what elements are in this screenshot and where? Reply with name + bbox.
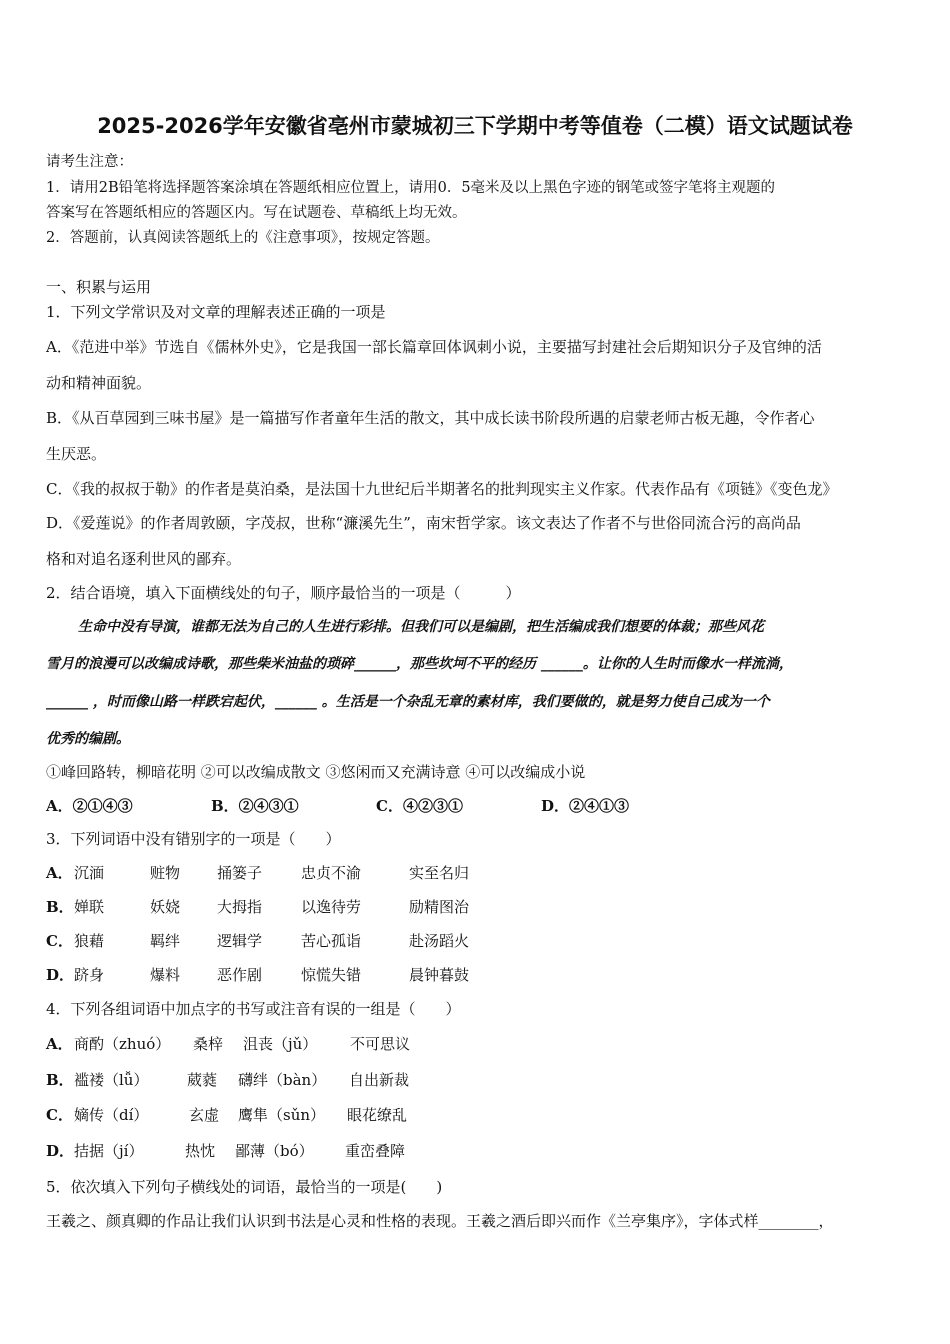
q3-word: 大拇指 bbox=[217, 898, 263, 916]
q3-word: 妖娆 bbox=[150, 898, 181, 916]
q4-word: 自出新裁 bbox=[349, 1071, 410, 1089]
q4-option-row bbox=[46, 1034, 746, 1054]
page-title: 2025-2026学年安徽省亳州市蒙城初三下学期中考等值卷（二模）语文试题试卷 bbox=[97, 114, 853, 138]
notice-line-3: 2．答题前，认真阅读答题纸上的《注意事项》，按规定答题。 bbox=[46, 230, 440, 246]
q3-word: 励精图治 bbox=[409, 898, 470, 916]
q2-items: ①峰回路转，柳暗花明 ②可以改编成散文 ③悠闲而又充满诗意 ④可以改编成小说 bbox=[46, 763, 586, 781]
q4-option-letter: A． bbox=[46, 1035, 73, 1053]
q2-stem: 2．结合语境，填入下面横线处的句子，顺序最恰当的一项是（ ） bbox=[46, 584, 521, 602]
q3-word: 羁绊 bbox=[150, 932, 181, 950]
q4-option-letter: D． bbox=[46, 1142, 75, 1160]
q2-options bbox=[46, 796, 746, 816]
notice-line-2: 答案写在答题纸相应的答题区内。写在试题卷、草稿纸上均无效。 bbox=[46, 205, 467, 221]
q3-word: 惊慌失错 bbox=[301, 966, 362, 984]
q3-stem: 3．下列词语中没有错别字的一项是（ ） bbox=[46, 830, 341, 848]
q2-passage-line-2: 雪月的浪漫可以改编成诗歌，那些柴米油盐的琐碎______，那些坎坷不平的经历 ______。让你的人生时而像水一样流淌， bbox=[46, 656, 793, 672]
q4-word: 眼花缭乱 bbox=[347, 1106, 408, 1124]
q3-option-letter: A． bbox=[46, 864, 73, 882]
q3-word: 实至名归 bbox=[409, 864, 470, 882]
q3-option-letter: B． bbox=[46, 898, 74, 916]
q4-word: 沮丧（jǔ） bbox=[243, 1035, 318, 1053]
q5-passage-line-1: 王羲之、颜真卿的作品让我们认识到书法是心灵和性格的表现。王羲之酒后即兴而作《兰亭集序》，字体式样________， bbox=[46, 1212, 834, 1230]
q3-option-row bbox=[46, 965, 746, 985]
q4-option-letter: C． bbox=[46, 1106, 73, 1124]
q4-word: 嫡传（dí） bbox=[74, 1106, 149, 1124]
q3-word: 狼藉 bbox=[74, 932, 105, 950]
q3-word: 恶作剧 bbox=[217, 966, 263, 984]
q1-option-d-line-1: D．《爱莲说》的作者周敦颐，字茂叔，世称“濂溪先生”，南宋哲学家。该文表达了作者不与世俗同流合污的高尚品 bbox=[46, 514, 801, 532]
q2-option-d: D．②④①③ bbox=[541, 797, 630, 815]
q3-word: 捅篓子 bbox=[217, 864, 263, 882]
q3-word: 逻辑学 bbox=[217, 932, 263, 950]
q2-option-c: C．④②③① bbox=[376, 797, 463, 815]
q4-word: 不可思议 bbox=[350, 1035, 411, 1053]
q1-option-b-line-1: B．《从百草园到三味书屋》是一篇描写作者童年生活的散文，其中成长读书阶段所遇的启蒙老师古板无趣，令作者心 bbox=[46, 409, 815, 427]
q4-word: 玄虚 bbox=[189, 1106, 220, 1124]
q3-word: 沉湎 bbox=[74, 864, 105, 882]
q3-option-row bbox=[46, 897, 746, 917]
q4-stem: 4．下列各组词语中加点字的书写或注音有误的一组是（ ） bbox=[46, 1000, 461, 1018]
q4-word: 鄙薄（bó） bbox=[235, 1142, 314, 1160]
q1-option-a-line-1: A．《范进中举》节选自《儒林外史》，它是我国一部长篇章回体讽刺小说，主要描写封建社会后期知识分子及官绅的活 bbox=[46, 338, 822, 356]
q4-option-row bbox=[46, 1141, 746, 1161]
q2-option-a: A．②①④③ bbox=[46, 797, 133, 815]
q4-word: 褴褛（lǚ） bbox=[74, 1071, 149, 1089]
q1-option-c-line-1: C．《我的叔叔于勒》的作者是莫泊桑，是法国十九世纪后半期著名的批判现实主义作家。代表作品有《项链》《变色龙》 bbox=[46, 480, 838, 498]
q2-passage-line-1: 生命中没有导演，谁都无法为自己的人生进行彩排。但我们可以是编剧，把生活编成我们想要的体裁；那些风花 bbox=[78, 619, 764, 635]
q3-word: 忠贞不渝 bbox=[301, 864, 362, 882]
q1-option-a-line-2: 动和精神面貌。 bbox=[46, 374, 152, 392]
q5-stem: 5．依次填入下列句子横线处的词语，最恰当的一项是( ) bbox=[46, 1178, 443, 1196]
q3-word: 赃物 bbox=[150, 864, 181, 882]
q3-word: 爆料 bbox=[150, 966, 181, 984]
q1-option-d-line-2: 格和对追名逐利世风的鄙弃。 bbox=[46, 550, 242, 568]
q3-option-row bbox=[46, 931, 746, 951]
q2-option-b: B．②④③① bbox=[211, 797, 299, 815]
q3-word: 婵联 bbox=[74, 898, 105, 916]
q4-word: 鹰隼（sǔn） bbox=[238, 1106, 326, 1124]
q4-option-row bbox=[46, 1070, 746, 1090]
q4-word: 商酌（zhuó） bbox=[74, 1035, 171, 1053]
q1-stem: 1．下列文学常识及对文章的理解表述正确的一项是 bbox=[46, 303, 386, 321]
q3-word: 晨钟暮鼓 bbox=[409, 966, 470, 984]
q2-passage-line-4: 优秀的编剧。 bbox=[46, 731, 130, 747]
notice-heading: 请考生注意： bbox=[46, 154, 133, 170]
q2-passage-line-3: ______ ，时而像山路一样跌宕起伏，______ 。生活是一个杂乱无章的素材库，我们要做的，就是努力使自己成为一个 bbox=[46, 694, 770, 710]
q4-word: 桑梓 bbox=[193, 1035, 224, 1053]
q1-option-b-line-2: 生厌恶。 bbox=[46, 445, 107, 463]
q3-word: 跻身 bbox=[74, 966, 105, 984]
q4-word: 葳蕤 bbox=[187, 1071, 218, 1089]
section-heading: 一、积累与运用 bbox=[46, 278, 152, 296]
q3-word: 苦心孤诣 bbox=[301, 932, 362, 950]
q3-word: 以逸待劳 bbox=[301, 898, 362, 916]
notice-line-1: 1．请用2B铅笔将选择题答案涂填在答题纸相应位置上，请用0．5毫米及以上黑色字迹的钢笔或签字笔将主观题的 bbox=[46, 180, 776, 196]
q4-word: 拮据（jí） bbox=[74, 1142, 144, 1160]
q3-word: 赴汤蹈火 bbox=[409, 932, 470, 950]
q3-option-letter: C． bbox=[46, 932, 73, 950]
q4-word: 重峦叠障 bbox=[345, 1142, 406, 1160]
q4-option-row bbox=[46, 1105, 746, 1125]
q3-option-letter: D． bbox=[46, 966, 75, 984]
q3-option-row bbox=[46, 863, 746, 883]
q4-option-letter: B． bbox=[46, 1071, 74, 1089]
q4-word: 礴绊（bàn） bbox=[238, 1071, 327, 1089]
q4-word: 热忱 bbox=[185, 1142, 216, 1160]
